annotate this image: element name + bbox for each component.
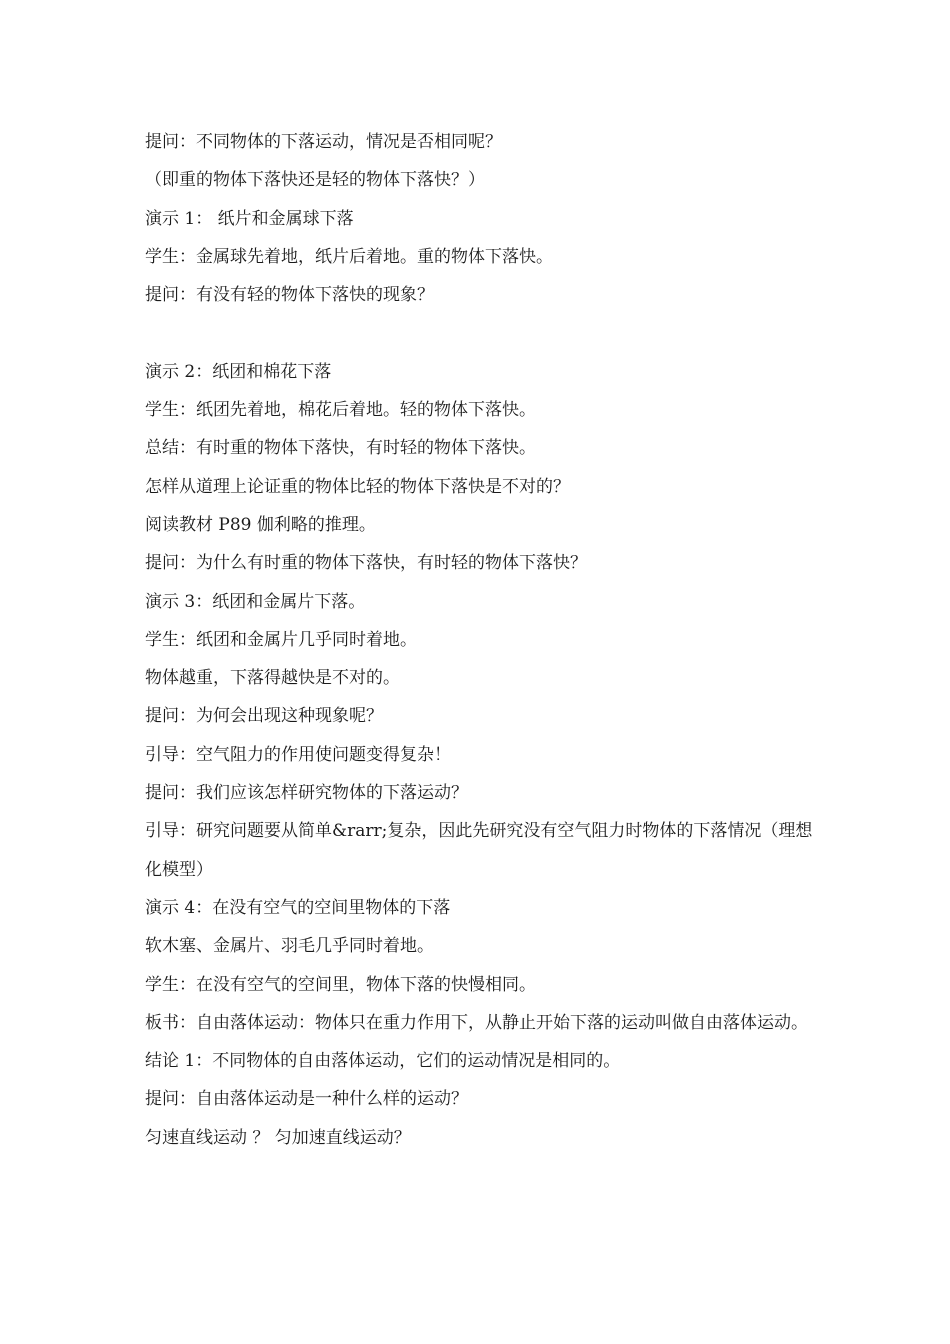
text-line: 提问：为何会出现这种现象呢？	[145, 706, 383, 727]
text-line: 学生：纸团先着地，棉花后着地。轻的物体下落快。	[145, 400, 536, 421]
text-line: 怎样从道理上论证重的物体比轻的物体下落快是不对的？	[145, 476, 570, 497]
text-line: 演示 3：纸团和金属片下落。	[145, 591, 366, 612]
text-line: （即重的物体下落快还是轻的物体下落快？）	[145, 170, 485, 191]
text-line: 提问：我们应该怎样研究物体的下落运动？	[145, 783, 468, 804]
text-line: 提问：为什么有时重的物体下落快，有时轻的物体下落快？	[145, 553, 587, 574]
text-line: 软木塞、金属片、羽毛几乎同时着地。	[145, 936, 434, 957]
text-line: 阅读教材 P89 伽利略的推理。	[145, 514, 376, 535]
text-line: 匀速直线运动 ？ 匀加速直线运动？	[145, 1127, 411, 1148]
text-line: 学生：在没有空气的空间里，物体下落的快慢相同。	[145, 974, 536, 995]
blank-line	[145, 314, 850, 352]
text-line: 总结：有时重的物体下落快，有时轻的物体下落快。	[145, 438, 536, 459]
text-line: 结论 1：不同物体的自由落体运动，它们的运动情况是相同的。	[145, 1051, 621, 1072]
text-line: 提问：不同物体的下落运动，情况是否相同呢？	[145, 132, 502, 152]
text-line: 演示 2：纸团和棉花下落	[145, 361, 332, 382]
text-paragraph: 引导：研究问题要从简单&rarr;复杂，因此先研究没有空气阻力时物体的下落情况（理想化模型）	[145, 821, 813, 880]
text-line: 演示 4：在没有空气的空间里物体的下落	[145, 897, 451, 918]
text-line: 演示 1： 纸片和金属球下落	[145, 208, 354, 229]
text-line: 物体越重，下落得越快是不对的。	[145, 668, 400, 689]
text-line: 提问：自由落体运动是一种什么样的运动？	[145, 1089, 468, 1110]
text-line: 学生：纸团和金属片几乎同时着地。	[145, 629, 417, 650]
text-line: 学生：金属球先着地，纸片后着地。重的物体下落快。	[145, 246, 553, 267]
text-line: 引导：空气阻力的作用使问题变得复杂！	[145, 744, 451, 765]
text-line: 提问：有没有轻的物体下落快的现象？	[145, 285, 434, 306]
text-paragraph: 板书：自由落体运动：物体只在重力作用下，从静止开始下落的运动叫做自由落体运动。	[145, 1012, 808, 1033]
